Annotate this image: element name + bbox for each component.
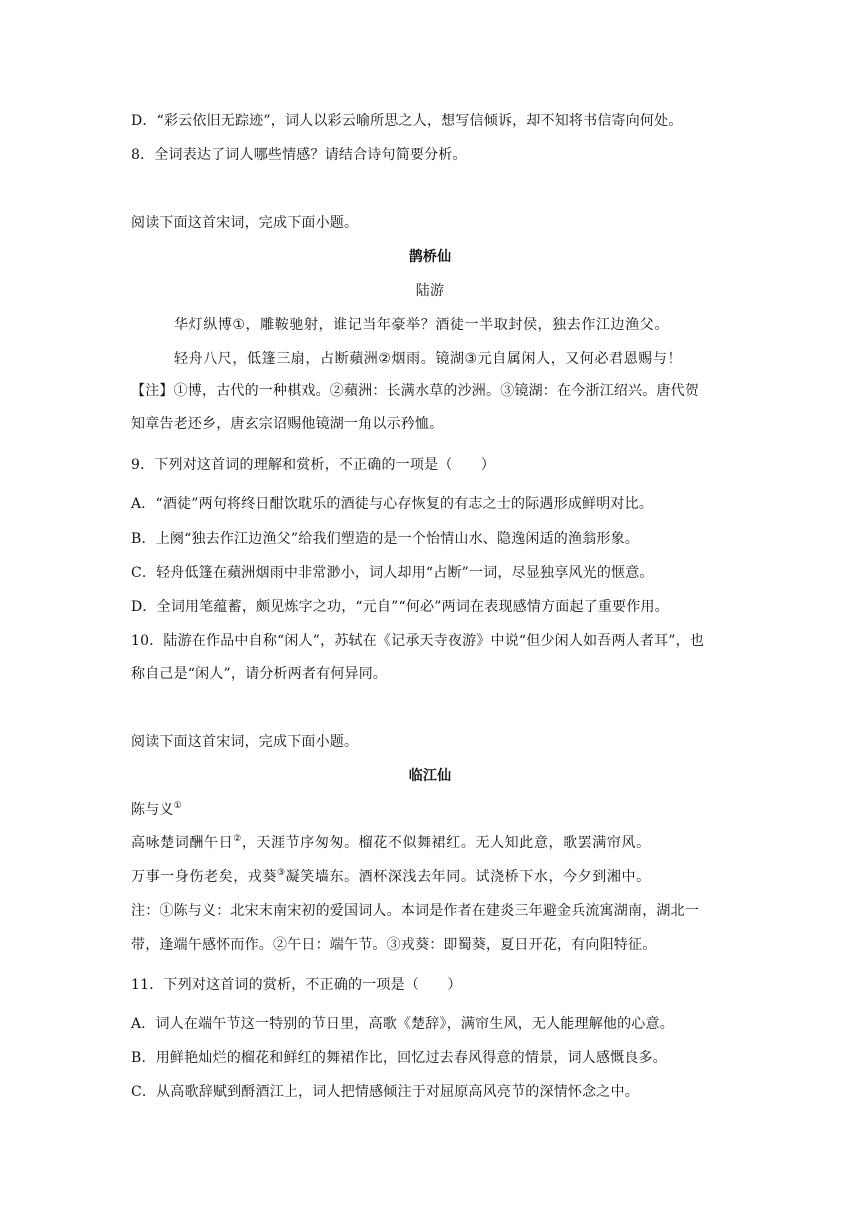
poem1-note-line-2: 知章告老还乡，唐玄宗诏赐他镜湖一角以示矜恤。 [131, 416, 444, 432]
poem2-line-2 [131, 867, 741, 887]
question-11-option-a: A．词人在端午节这一特别的节日里，高歌《楚辞》，满帘生风，无人能理解他的心意。 [131, 1016, 674, 1032]
poem2-line-1-part-b: ，天涯节序匆匆。榴花不似舞裙红。无人知此意，歌罢满帘风。 [241, 835, 651, 851]
poem2-note-line-2: 带，逢端午感怀而作。②午日：端午节。③戎葵：即蜀葵，夏日开花，有向阳特征。 [131, 937, 657, 953]
section2-intro: 阅读下面这首宋词，完成下面小题。 [131, 734, 359, 750]
question-10-line-2: 称自己是“闲人”，请分析两者有何异同。 [131, 666, 388, 682]
question-9-option-c: C．轻舟低篷在蘋洲烟雨中非常渺小，词人却用“占断”一词，尽显独享风光的惬意。 [131, 565, 654, 581]
question-11-option-c: C．从高歌辞赋到酹酒江上，词人把情感倾注于对屈原高风亮节的深情怀念之中。 [131, 1084, 639, 1100]
poem2-line-1-note-mark: ② [233, 834, 242, 844]
option-d-prev: D．“彩云依旧无踪迹”，词人以彩云喻所思之人，想写信倾诉，却不知将书信寄向何处。 [131, 113, 683, 129]
poem1-line-2: 轻舟八尺，低篷三扇，占断蘋洲②烟雨。镜湖③元自属闲人，又何必君恩赐与！ [174, 351, 683, 367]
poem2-author-note-mark: ① [173, 801, 182, 811]
poem2-line-1-part-a: 高咏楚词酬午日 [131, 835, 234, 851]
question-9-option-d: D．全词用笔蕴蓄，颇见炼字之功，“元自”“何必”两词在表现感情方面起了重要作用。 [131, 599, 669, 615]
question-10-line-1: 10．陆游在作品中自称“闲人”，苏轼在《记承天寺夜游》中说“但少闲人如吾两人者耳”，也 [131, 633, 705, 649]
poem2-line-2-part-a: 万事一身伤老矣，戎葵 [131, 869, 277, 885]
poem2-line-1 [131, 833, 741, 853]
poem2-author-name: 陈与义 [131, 802, 174, 818]
poem1-note-line-1: 【注】①博，古代的一种棋戏。②蘋洲：长满水草的沙洲。③镜湖：在今浙江绍兴。唐代贺 [131, 383, 699, 399]
question-9-option-b: B．上阕“独去作江边渔父”给我们塑造的是一个怡情山水、隐逸闲适的渔翁形象。 [131, 531, 640, 547]
question-9-option-a: A．“酒徒”两句将终日酣饮耽乐的酒徒与心存恢复的有志之士的际遇形成鲜明对比。 [131, 496, 654, 512]
poem1-line-1: 华灯纵博①，雕鞍驰射，谁记当年豪举？酒徒一半取封侯，独去作江边渔父。 [174, 317, 669, 333]
poem1-title: 鹊桥仙 [408, 249, 452, 265]
question-11-option-b: B．用鲜艳灿烂的榴花和鲜红的舞裙作比，回忆过去春风得意的情景，词人感慨良多。 [131, 1050, 667, 1066]
poem2-note-line-1: 注：①陈与义：北宋末南宋初的爱国词人。本词是作者在建炎三年避金兵流寓湖南，湖北一 [131, 903, 699, 919]
section1-intro: 阅读下面这首宋词，完成下面小题。 [131, 215, 359, 231]
poem2-line-2-note-mark: ③ [277, 868, 286, 878]
poem2-title: 临江仙 [408, 768, 452, 784]
question-11: 11．下列对这首词的赏析，不正确的一项是（ ） [131, 977, 462, 993]
question-8: 8．全词表达了词人哪些情感？请结合诗句简要分析。 [131, 147, 467, 163]
poem1-author: 陆游 [415, 283, 445, 299]
poem2-author [131, 800, 741, 820]
question-9: 9．下列对这首词的理解和赏析，不正确的一项是（ ） [131, 457, 496, 473]
poem2-line-2-part-b: 凝笑墙东。酒杯深浅去年同。试浇桥下水，今夕到湘中。 [285, 869, 651, 885]
